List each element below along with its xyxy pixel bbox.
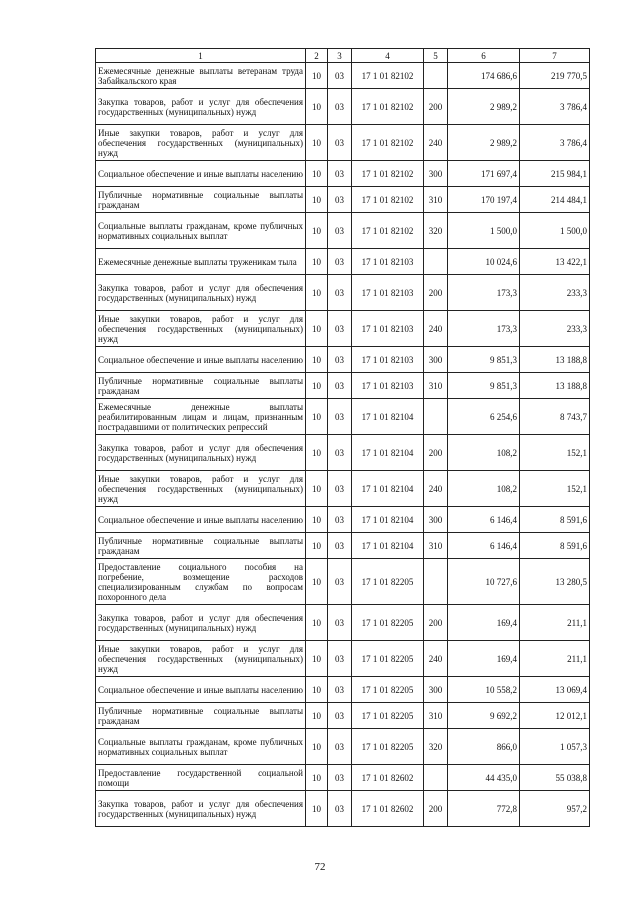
table-row (96, 605, 590, 641)
table-row (96, 187, 590, 213)
cell-target-article: 17 1 01 82205 (352, 559, 424, 605)
cell-section: 10 (306, 399, 328, 435)
table-row (96, 275, 590, 311)
cell-amount-1: 171 697,4 (448, 161, 520, 187)
cell-subsection: 03 (328, 435, 352, 471)
cell-amount-2: 233,3 (520, 275, 590, 311)
header-col-2: 2 (306, 49, 328, 63)
header-col-1: 1 (96, 49, 306, 63)
cell-expense-type: 320 (424, 213, 448, 249)
cell-amount-1: 10 024,6 (448, 249, 520, 275)
cell-amount-1: 9 851,3 (448, 373, 520, 399)
cell-amount-1: 6 254,6 (448, 399, 520, 435)
cell-target-article: 17 1 01 82103 (352, 373, 424, 399)
cell-target-article: 17 1 01 82103 (352, 249, 424, 275)
cell-section: 10 (306, 213, 328, 249)
cell-name: Ежемесячные денежные выплаты реабилитированным лицам и лицам, признанным пострадавшими от политических репрессий (96, 399, 306, 435)
cell-name: Закупка товаров, работ и услуг для обеспечения государственных (муниципальных) нужд (96, 275, 306, 311)
cell-name: Ежемесячные денежные выплаты ветеранам труда Забайкальского края (96, 63, 306, 89)
cell-section: 10 (306, 435, 328, 471)
cell-expense-type: 240 (424, 641, 448, 677)
cell-amount-2: 214 484,1 (520, 187, 590, 213)
cell-section: 10 (306, 765, 328, 791)
cell-target-article: 17 1 01 82602 (352, 765, 424, 791)
cell-subsection: 03 (328, 471, 352, 507)
table-row (96, 703, 590, 729)
table-row (96, 311, 590, 347)
cell-amount-2: 233,3 (520, 311, 590, 347)
cell-section: 10 (306, 507, 328, 533)
cell-expense-type: 200 (424, 791, 448, 827)
cell-section: 10 (306, 533, 328, 559)
cell-expense-type (424, 249, 448, 275)
cell-expense-type: 240 (424, 471, 448, 507)
table-row (96, 249, 590, 275)
cell-target-article: 17 1 01 82103 (352, 311, 424, 347)
table-body (96, 63, 590, 827)
cell-amount-2: 152,1 (520, 435, 590, 471)
cell-amount-2: 211,1 (520, 605, 590, 641)
cell-expense-type: 300 (424, 507, 448, 533)
cell-name: Закупка товаров, работ и услуг для обеспечения государственных (муниципальных) нужд (96, 435, 306, 471)
cell-subsection: 03 (328, 311, 352, 347)
cell-name: Иные закупки товаров, работ и услуг для обеспечения государственных (муниципальных) нужд (96, 641, 306, 677)
cell-section: 10 (306, 677, 328, 703)
cell-expense-type: 300 (424, 161, 448, 187)
cell-expense-type: 310 (424, 533, 448, 559)
cell-amount-1: 174 686,6 (448, 63, 520, 89)
cell-target-article: 17 1 01 82602 (352, 791, 424, 827)
cell-amount-2: 957,2 (520, 791, 590, 827)
cell-name: Публичные нормативные социальные выплаты гражданам (96, 703, 306, 729)
cell-name: Публичные нормативные социальные выплаты гражданам (96, 533, 306, 559)
cell-amount-2: 13 188,8 (520, 373, 590, 399)
cell-amount-1: 10 558,2 (448, 677, 520, 703)
cell-expense-type: 310 (424, 373, 448, 399)
cell-target-article: 17 1 01 82102 (352, 161, 424, 187)
cell-amount-1: 866,0 (448, 729, 520, 765)
budget-table (95, 48, 590, 827)
cell-subsection: 03 (328, 703, 352, 729)
cell-subsection: 03 (328, 641, 352, 677)
cell-amount-1: 173,3 (448, 275, 520, 311)
cell-subsection: 03 (328, 275, 352, 311)
cell-name: Закупка товаров, работ и услуг для обеспечения государственных (муниципальных) нужд (96, 605, 306, 641)
cell-target-article: 17 1 01 82102 (352, 89, 424, 125)
cell-target-article: 17 1 01 82205 (352, 605, 424, 641)
cell-section: 10 (306, 275, 328, 311)
cell-section: 10 (306, 791, 328, 827)
cell-amount-2: 3 786,4 (520, 89, 590, 125)
header-col-5: 5 (424, 49, 448, 63)
cell-target-article: 17 1 01 82104 (352, 399, 424, 435)
cell-amount-2: 1 500,0 (520, 213, 590, 249)
cell-section: 10 (306, 125, 328, 161)
cell-subsection: 03 (328, 791, 352, 827)
table-row (96, 677, 590, 703)
cell-name: Социальное обеспечение и иные выплаты населению (96, 161, 306, 187)
cell-amount-2: 8 743,7 (520, 399, 590, 435)
cell-expense-type: 200 (424, 435, 448, 471)
cell-expense-type (424, 399, 448, 435)
cell-section: 10 (306, 703, 328, 729)
cell-name: Предоставление государственной социальной помощи (96, 765, 306, 791)
cell-section: 10 (306, 347, 328, 373)
cell-target-article: 17 1 01 82104 (352, 507, 424, 533)
cell-section: 10 (306, 89, 328, 125)
table-row (96, 765, 590, 791)
table-row (96, 641, 590, 677)
cell-name: Публичные нормативные социальные выплаты гражданам (96, 187, 306, 213)
cell-name: Социальное обеспечение и иные выплаты населению (96, 347, 306, 373)
cell-section: 10 (306, 249, 328, 275)
cell-subsection: 03 (328, 125, 352, 161)
cell-amount-1: 170 197,4 (448, 187, 520, 213)
cell-section: 10 (306, 161, 328, 187)
cell-amount-1: 169,4 (448, 641, 520, 677)
cell-target-article: 17 1 01 82102 (352, 213, 424, 249)
cell-name: Социальное обеспечение и иные выплаты населению (96, 507, 306, 533)
cell-amount-1: 9 851,3 (448, 347, 520, 373)
cell-expense-type: 240 (424, 125, 448, 161)
cell-expense-type: 310 (424, 187, 448, 213)
table-row (96, 347, 590, 373)
table-row (96, 89, 590, 125)
cell-amount-2: 1 057,3 (520, 729, 590, 765)
cell-amount-1: 1 500,0 (448, 213, 520, 249)
header-col-4: 4 (352, 49, 424, 63)
header-col-7: 7 (520, 49, 590, 63)
cell-name: Закупка товаров, работ и услуг для обеспечения государственных (муниципальных) нужд (96, 791, 306, 827)
cell-amount-2: 12 012,1 (520, 703, 590, 729)
cell-amount-2: 211,1 (520, 641, 590, 677)
cell-target-article: 17 1 01 82102 (352, 187, 424, 213)
cell-subsection: 03 (328, 533, 352, 559)
cell-target-article: 17 1 01 82104 (352, 435, 424, 471)
cell-expense-type: 200 (424, 605, 448, 641)
cell-subsection: 03 (328, 559, 352, 605)
table-row (96, 507, 590, 533)
cell-amount-1: 6 146,4 (448, 533, 520, 559)
cell-section: 10 (306, 187, 328, 213)
cell-expense-type (424, 765, 448, 791)
cell-target-article: 17 1 01 82104 (352, 533, 424, 559)
cell-amount-1: 10 727,6 (448, 559, 520, 605)
cell-subsection: 03 (328, 347, 352, 373)
cell-target-article: 17 1 01 82205 (352, 641, 424, 677)
cell-name: Иные закупки товаров, работ и услуг для обеспечения государственных (муниципальных) нужд (96, 471, 306, 507)
cell-amount-2: 55 038,8 (520, 765, 590, 791)
header-col-3: 3 (328, 49, 352, 63)
cell-expense-type: 300 (424, 347, 448, 373)
cell-target-article: 17 1 01 82102 (352, 63, 424, 89)
cell-subsection: 03 (328, 729, 352, 765)
cell-amount-2: 13 280,5 (520, 559, 590, 605)
cell-subsection: 03 (328, 63, 352, 89)
table-row (96, 435, 590, 471)
cell-subsection: 03 (328, 507, 352, 533)
cell-amount-2: 13 422,1 (520, 249, 590, 275)
cell-subsection: 03 (328, 249, 352, 275)
header-col-6: 6 (448, 49, 520, 63)
cell-amount-1: 9 692,2 (448, 703, 520, 729)
cell-amount-1: 6 146,4 (448, 507, 520, 533)
cell-subsection: 03 (328, 213, 352, 249)
cell-expense-type: 240 (424, 311, 448, 347)
cell-subsection: 03 (328, 605, 352, 641)
cell-amount-1: 44 435,0 (448, 765, 520, 791)
cell-subsection: 03 (328, 765, 352, 791)
table-row (96, 791, 590, 827)
page-number: 72 (314, 861, 326, 873)
cell-name: Ежемесячные денежные выплаты труженикам тыла (96, 249, 306, 275)
table-header-row (96, 49, 590, 63)
table-row (96, 373, 590, 399)
table-row (96, 559, 590, 605)
cell-amount-2: 3 786,4 (520, 125, 590, 161)
cell-expense-type (424, 559, 448, 605)
cell-section: 10 (306, 471, 328, 507)
cell-amount-1: 108,2 (448, 435, 520, 471)
cell-expense-type: 200 (424, 89, 448, 125)
table-row (96, 63, 590, 89)
cell-section: 10 (306, 559, 328, 605)
cell-subsection: 03 (328, 89, 352, 125)
cell-target-article: 17 1 01 82205 (352, 703, 424, 729)
cell-amount-1: 169,4 (448, 605, 520, 641)
table-row (96, 471, 590, 507)
cell-target-article: 17 1 01 82102 (352, 125, 424, 161)
cell-subsection: 03 (328, 161, 352, 187)
cell-expense-type: 310 (424, 703, 448, 729)
cell-name: Социальное обеспечение и иные выплаты населению (96, 677, 306, 703)
cell-subsection: 03 (328, 187, 352, 213)
cell-amount-1: 173,3 (448, 311, 520, 347)
table-row (96, 125, 590, 161)
cell-amount-2: 152,1 (520, 471, 590, 507)
cell-amount-1: 108,2 (448, 471, 520, 507)
cell-amount-2: 13 069,4 (520, 677, 590, 703)
cell-expense-type (424, 63, 448, 89)
cell-name: Иные закупки товаров, работ и услуг для обеспечения государственных (муниципальных) нужд (96, 311, 306, 347)
table-row (96, 161, 590, 187)
cell-target-article: 17 1 01 82205 (352, 677, 424, 703)
cell-amount-2: 219 770,5 (520, 63, 590, 89)
cell-expense-type: 300 (424, 677, 448, 703)
cell-section: 10 (306, 63, 328, 89)
cell-section: 10 (306, 641, 328, 677)
cell-subsection: 03 (328, 373, 352, 399)
cell-section: 10 (306, 605, 328, 641)
table-row (96, 533, 590, 559)
table-row (96, 399, 590, 435)
table-row (96, 213, 590, 249)
cell-name: Предоставление социального пособия на погребение, возмещение расходов специализированным службам по вопросам похоронного дела (96, 559, 306, 605)
cell-subsection: 03 (328, 399, 352, 435)
cell-target-article: 17 1 01 82103 (352, 275, 424, 311)
cell-amount-1: 772,8 (448, 791, 520, 827)
cell-target-article: 17 1 01 82104 (352, 471, 424, 507)
cell-amount-2: 13 188,8 (520, 347, 590, 373)
cell-name: Публичные нормативные социальные выплаты гражданам (96, 373, 306, 399)
cell-name: Социальные выплаты гражданам, кроме публичных нормативных социальных выплат (96, 213, 306, 249)
cell-amount-2: 8 591,6 (520, 533, 590, 559)
cell-section: 10 (306, 729, 328, 765)
cell-target-article: 17 1 01 82205 (352, 729, 424, 765)
cell-target-article: 17 1 01 82103 (352, 347, 424, 373)
cell-expense-type: 320 (424, 729, 448, 765)
cell-section: 10 (306, 373, 328, 399)
cell-section: 10 (306, 311, 328, 347)
cell-expense-type: 200 (424, 275, 448, 311)
cell-amount-1: 2 989,2 (448, 89, 520, 125)
cell-amount-2: 215 984,1 (520, 161, 590, 187)
cell-name: Социальные выплаты гражданам, кроме публичных нормативных социальных выплат (96, 729, 306, 765)
cell-name: Закупка товаров, работ и услуг для обеспечения государственных (муниципальных) нужд (96, 89, 306, 125)
cell-name: Иные закупки товаров, работ и услуг для обеспечения государственных (муниципальных) нужд (96, 125, 306, 161)
cell-amount-1: 2 989,2 (448, 125, 520, 161)
table-row (96, 729, 590, 765)
cell-amount-2: 8 591,6 (520, 507, 590, 533)
cell-subsection: 03 (328, 677, 352, 703)
